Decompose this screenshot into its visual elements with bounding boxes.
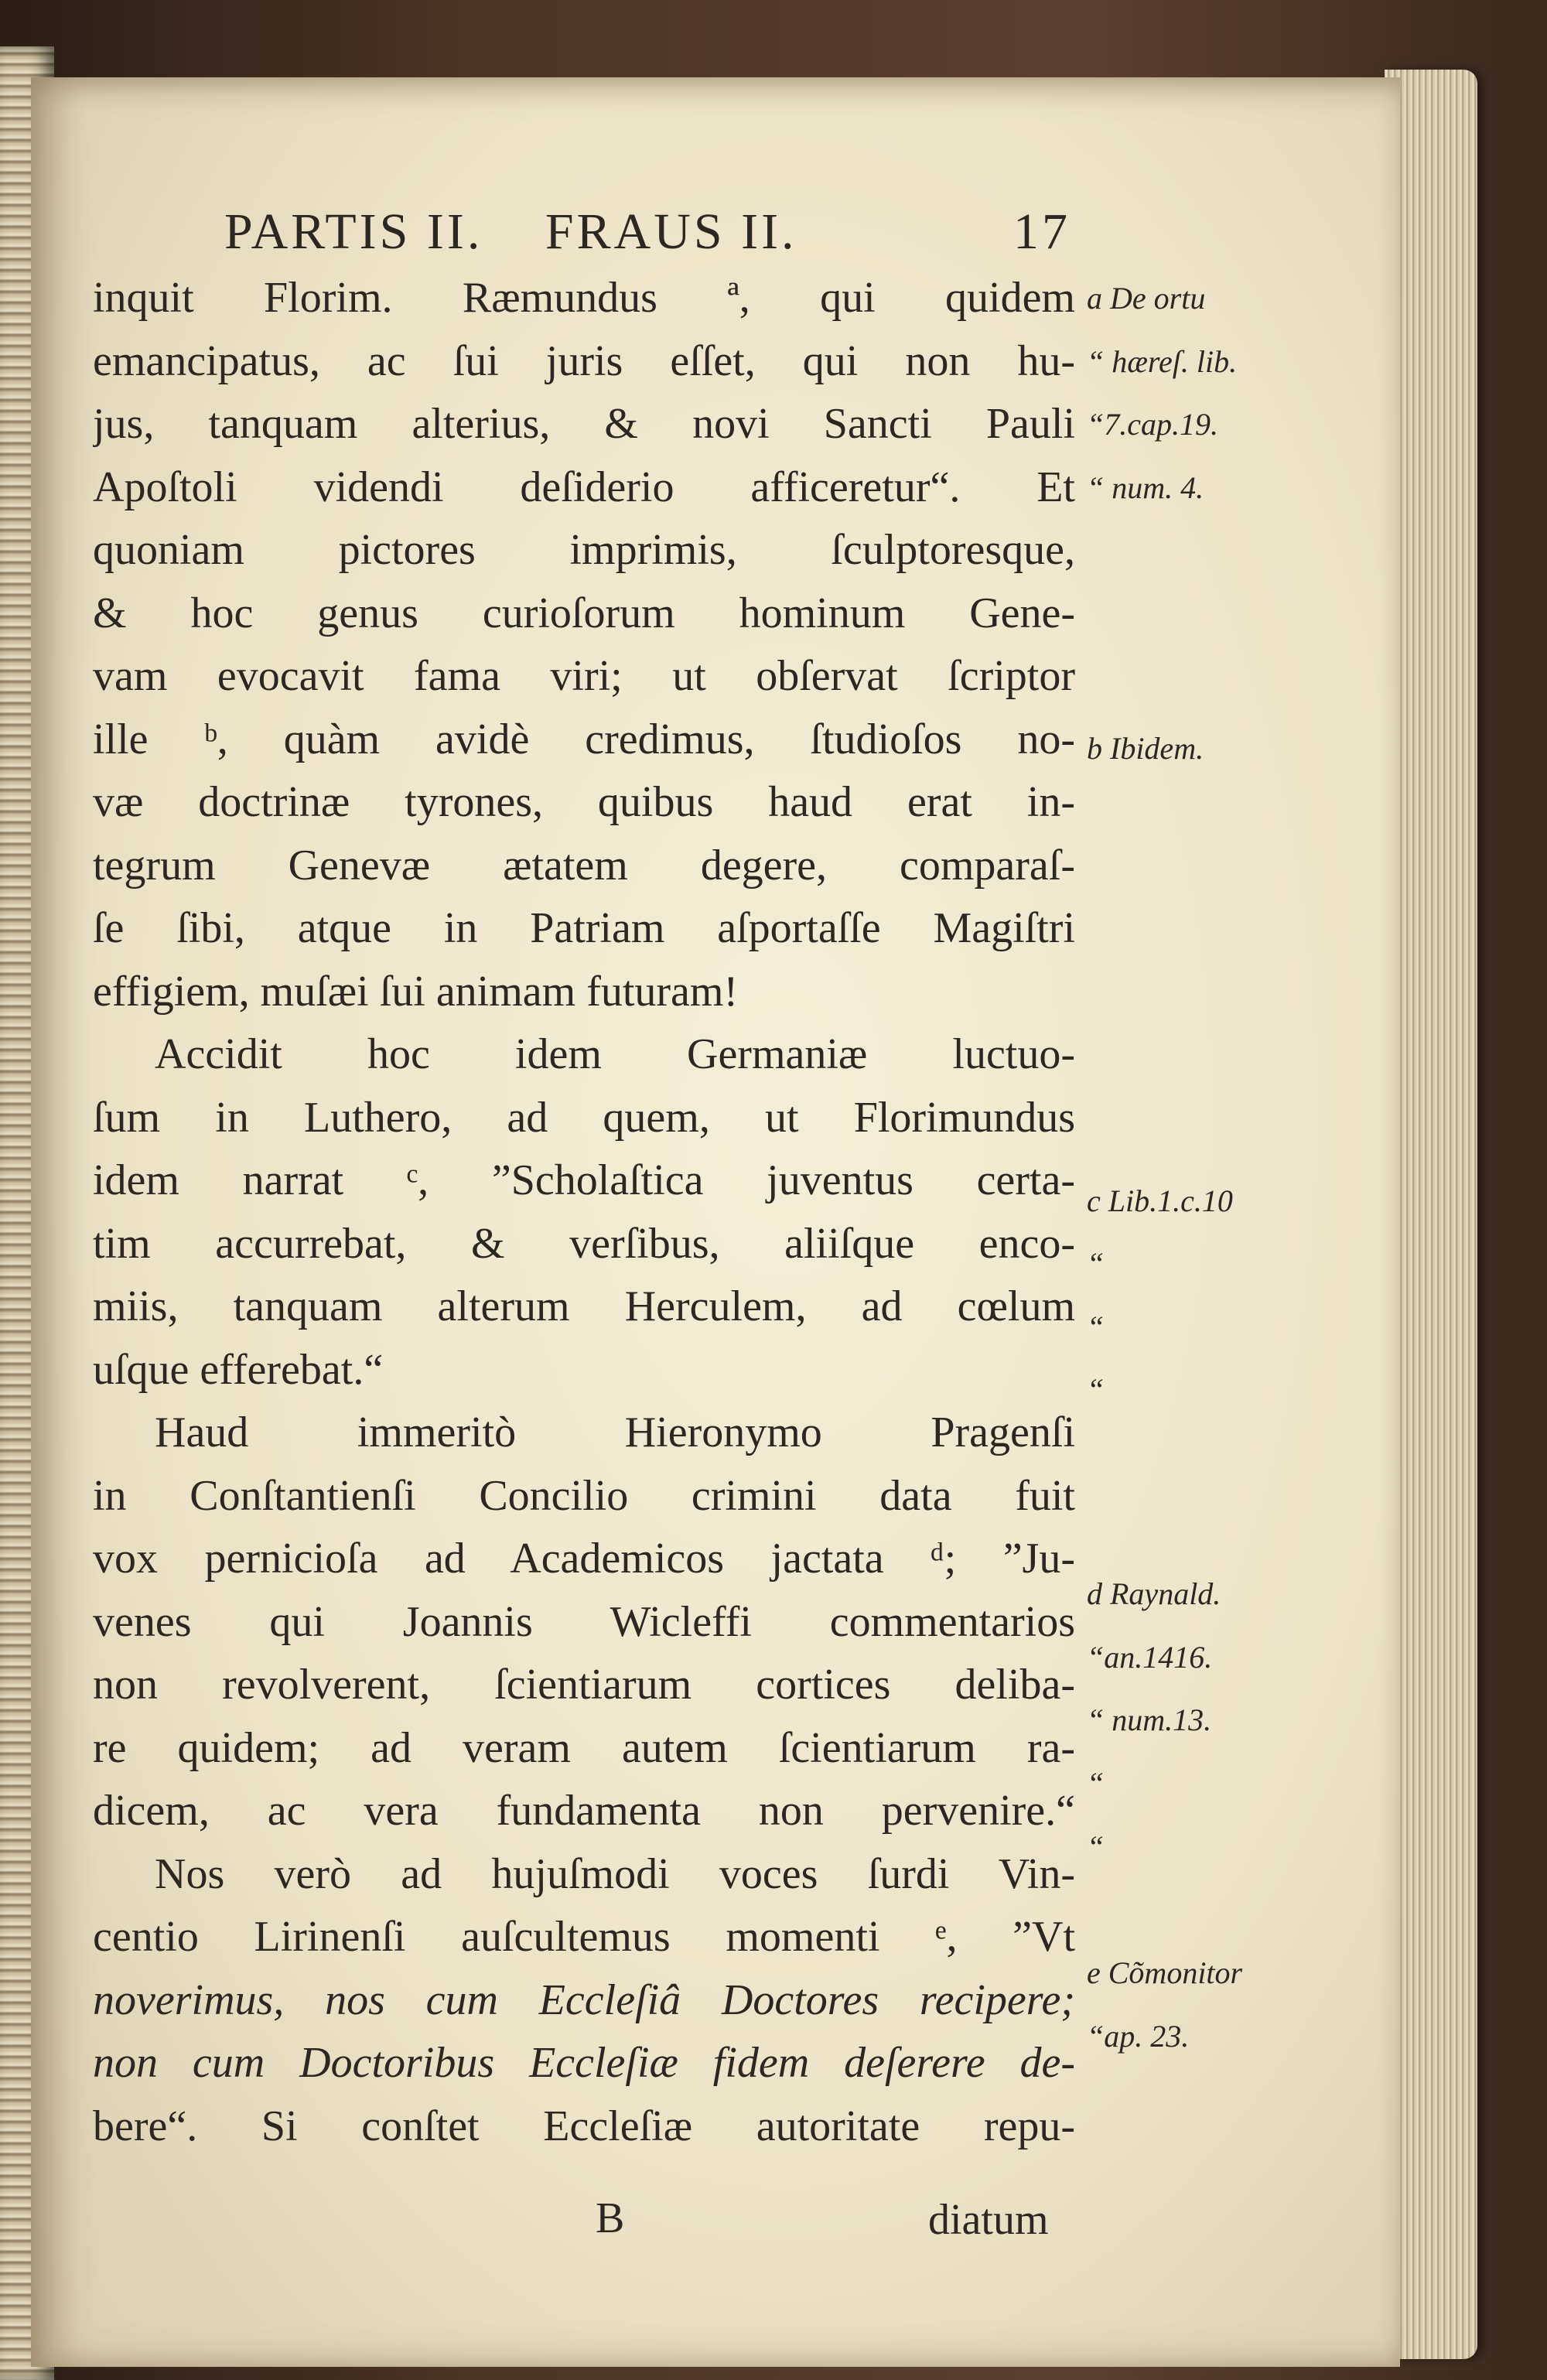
margin-note: d Raynald. (1087, 1576, 1221, 1611)
text-line: inquit Florim. Ræmundus ª, qui quidem (93, 274, 1075, 322)
text-line: Nos verò ad hujuſmodi voces ſurdi Vin- (155, 1849, 1075, 1898)
text-line: quoniam pictores imprimis, ſculptoresque, (93, 526, 1075, 574)
margin-note: “ (1087, 1372, 1105, 1407)
text-line: re quidem; ad veram autem ſcientiarum ra- (93, 1723, 1075, 1772)
running-head-part: PARTIS II. (224, 203, 483, 260)
text-line: dicem, ac vera fundamenta non pervenire.“ (93, 1787, 1075, 1835)
margin-note: b Ibidem. (1087, 731, 1204, 766)
margin-note: “ num. 4. (1087, 470, 1204, 505)
text-line: ſe ſibi, atque in Patriam aſportaſſe Magiſtri (93, 904, 1075, 952)
text-line: ille ᵇ, quàm avidè credimus, ſtudioſos no- (93, 715, 1075, 763)
catchword: diatum (928, 2196, 1049, 2244)
text-line: jus, tanquam alterius, & novi Sancti Pauli (93, 400, 1075, 448)
text-line: tim accurrebat, & verſibus, aliiſque enco- (93, 1219, 1075, 1268)
text-line: Haud immeritò Hieronymo Pragenſi (155, 1409, 1075, 1456)
margin-note: “7.cap.19. (1087, 407, 1218, 442)
signature-mark: B (596, 2194, 625, 2242)
margin-note: a De ortu (1087, 281, 1206, 316)
text-line: non revolverent, ſcientiarum cortices deliba- (93, 1661, 1075, 1709)
margin-note: “an.1416. (1087, 1640, 1213, 1675)
text-line: væ doctrinæ tyrones, quibus haud erat in- (93, 778, 1075, 826)
text-line: miis, tanquam alterum Herculem, ad cœlum (93, 1282, 1075, 1330)
text-line: tegrum Genevæ ætatem degere, comparaſ- (93, 841, 1075, 890)
text-line: venes qui Joannis Wicleffi commentarios (93, 1597, 1075, 1646)
text-line: in Conſtantienſi Concilio crimini data fuit (93, 1471, 1075, 1520)
text-line: bere“. Si conſtet Eccleſiæ autoritate repu- (93, 2102, 1075, 2150)
text-line: Accidit hoc idem Germaniæ luctuo- (155, 1030, 1075, 1078)
text-line: idem narrat ᶜ, ”Scholaſtica juventus certa- (93, 1156, 1075, 1204)
text-line-italic: non cum Doctoribus Eccleſiæ fidem deſerere de- (93, 2039, 1075, 2087)
text-line: ſum in Luthero, ad quem, ut Florimundus (93, 1093, 1075, 1142)
margin-note: “ (1087, 1829, 1105, 1864)
text-line: emancipatus, ac ſui juris eſſet, qui non hu- (93, 336, 1075, 385)
margin-note: “ap. 23. (1087, 2019, 1190, 2054)
text-line: vox pernicioſa ad Academicos jactata ᵈ; ”Ju- (93, 1535, 1075, 1583)
margin-note: e Cõmonitor (1087, 1955, 1243, 1990)
text-line: effigiem, muſæi ſui animam futuram! (93, 967, 739, 1016)
page-number: 17 (1013, 203, 1071, 260)
text-line: centio Lirinenſi auſcultemus momenti ᵉ, ”Vt (93, 1913, 1075, 1961)
margin-note: c Lib.1.c.10 (1087, 1183, 1233, 1218)
margin-note: “ (1087, 1766, 1105, 1801)
text-line: uſque efferebat.“ (93, 1345, 384, 1394)
margin-note: “ hæreſ. lib. (1087, 343, 1238, 379)
text-line: vam evocavit fama viri; ut obſervat ſcriptor (93, 652, 1075, 700)
text-line: Apoſtoli videndi deſiderio afficeretur“. Et (93, 463, 1075, 511)
running-head-fraus: FRAUS II. (545, 203, 797, 260)
body-text (93, 267, 1075, 2158)
margin-note: “ num.13. (1087, 1702, 1212, 1737)
margin-note: “ (1087, 1310, 1105, 1344)
running-head (224, 203, 1075, 261)
text-line-italic: noverimus, nos cum Eccleſiâ Doctores recipere; (93, 1975, 1075, 2024)
margin-note: “ (1087, 1246, 1105, 1281)
text-line: & hoc genus curioſorum hominum Gene- (93, 589, 1075, 637)
